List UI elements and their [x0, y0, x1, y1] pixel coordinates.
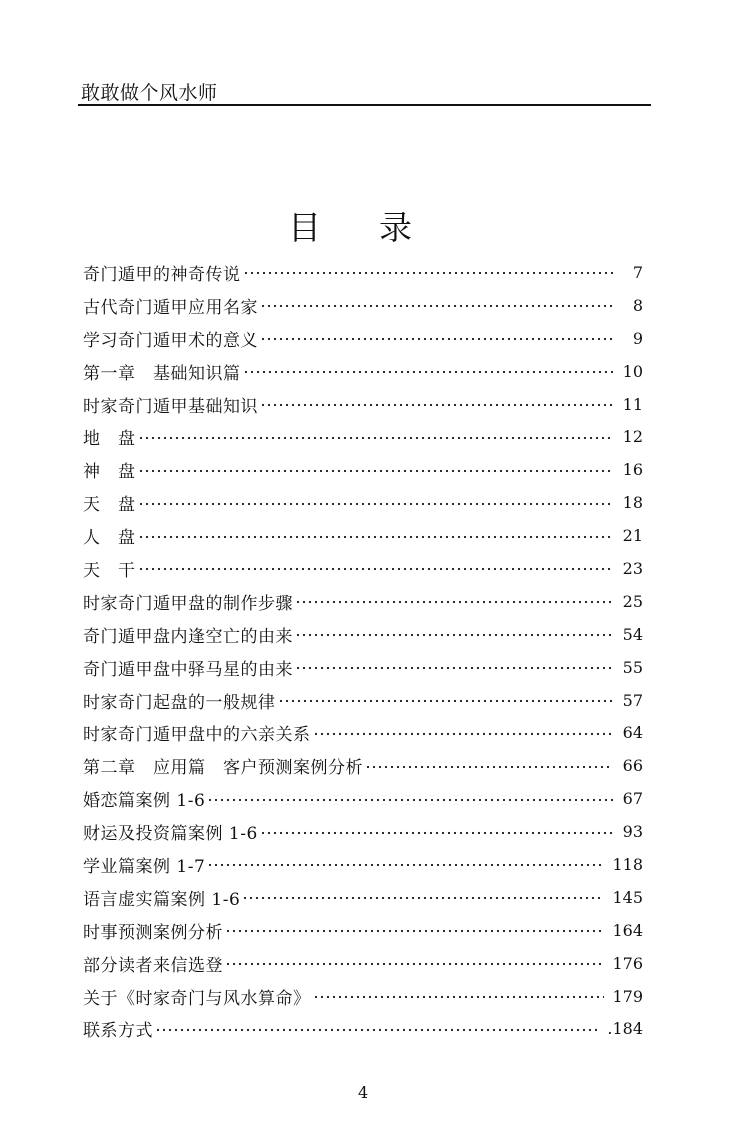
- toc-dot-leader: [243, 268, 614, 278]
- toc-entry-label: 时事预测案例分析: [83, 922, 223, 943]
- toc-dot-leader: [260, 828, 613, 838]
- toc-entry-label: 人 盘: [83, 528, 136, 549]
- toc-entry[interactable]: [83, 980, 643, 1013]
- toc-dot-leader: [207, 860, 604, 870]
- page-number: 4: [358, 1083, 369, 1102]
- toc-dot-leader: [295, 630, 613, 640]
- toc-dot-leader: [138, 532, 614, 542]
- toc-dot-leader: [260, 334, 613, 344]
- toc-entry-label: 部分读者来信选登: [83, 955, 223, 976]
- toc-dot-leader: [278, 696, 614, 706]
- toc-entry-label: 学业篇案例 1-7: [83, 856, 206, 877]
- toc-entry-label: 时家奇门遁甲盘的制作步骤: [83, 593, 293, 614]
- toc-entry[interactable]: [83, 585, 643, 618]
- toc-entry-page: 93: [622, 822, 643, 842]
- toc-dot-leader: [260, 400, 613, 410]
- toc-entry-label: 天 干: [83, 560, 136, 581]
- toc-dot-leader: [138, 564, 614, 574]
- toc-entry-label: 时家奇门遁甲盘中的六亲关系: [83, 725, 311, 746]
- toc-entry-page: 64: [622, 723, 643, 743]
- toc-entry-label: 地 盘: [83, 429, 136, 450]
- toc-entry-page: 12: [622, 427, 643, 447]
- toc-entry[interactable]: [83, 420, 643, 453]
- toc-entry[interactable]: [83, 881, 643, 914]
- toc-entry-label: 婚恋篇案例 1-6: [83, 791, 206, 812]
- toc-entry-label: 第一章 基础知识篇: [83, 363, 241, 384]
- toc-entry-label: 财运及投资篇案例 1-6: [83, 824, 258, 845]
- toc-entry[interactable]: [83, 453, 643, 486]
- toc-entry-label: 第二章 应用篇 客户预测案例分析: [83, 758, 363, 779]
- toc-entry-label: 联系方式: [83, 1021, 153, 1042]
- toc-entry[interactable]: [83, 815, 643, 848]
- toc-entry-page: 23: [622, 558, 643, 578]
- toc-entry-label: 奇门遁甲盘中驿马星的由来: [83, 659, 293, 680]
- toc-entry-page: 11: [622, 394, 643, 414]
- toc-entry-label: 天 盘: [83, 495, 136, 516]
- toc-dot-leader: [260, 301, 613, 311]
- toc-entry-label: 奇门遁甲盘内逢空亡的由来: [83, 626, 293, 647]
- toc-dot-leader: [242, 893, 604, 903]
- toc-entry[interactable]: [83, 782, 643, 815]
- toc-entry[interactable]: [83, 684, 643, 717]
- toc-entry-label: 古代奇门遁甲应用名家: [83, 297, 258, 318]
- toc-entry-page: 54: [622, 624, 643, 644]
- toc-entry[interactable]: [83, 256, 643, 289]
- toc-entry-page: 7: [632, 262, 643, 282]
- toc-entry[interactable]: [83, 651, 643, 684]
- toc-entry[interactable]: [83, 289, 643, 322]
- toc-entry-page: 179: [612, 986, 643, 1006]
- toc-title-left-char: 目: [288, 208, 321, 247]
- toc-entry-label: 时家奇门遁甲基础知识: [83, 396, 258, 417]
- toc-dot-leader: [365, 762, 613, 772]
- toc-entry[interactable]: [83, 355, 643, 388]
- toc-entry[interactable]: [83, 388, 643, 421]
- toc-entry-page: 55: [622, 657, 643, 677]
- toc-entry[interactable]: [83, 947, 643, 980]
- toc-dot-leader: [138, 466, 614, 476]
- toc-entry[interactable]: [83, 914, 643, 947]
- toc-entry-label: 神 盘: [83, 462, 136, 483]
- toc-dot-leader: [295, 663, 613, 673]
- toc-entry-label: 奇门遁甲的神奇传说: [83, 264, 241, 285]
- toc-dot-leader: [138, 499, 614, 509]
- toc-entry[interactable]: [83, 618, 643, 651]
- toc-entry[interactable]: [83, 749, 643, 782]
- toc-entry-page: 176: [612, 953, 643, 973]
- toc-entry[interactable]: [83, 519, 643, 552]
- toc-entry-page: 67: [622, 789, 643, 809]
- toc-entry-page: 8: [632, 295, 643, 315]
- toc-entry[interactable]: [83, 1012, 643, 1045]
- toc-entry-page: 18: [622, 493, 643, 513]
- toc-dot-leader: [138, 433, 614, 443]
- toc-entry-page: 145: [612, 887, 643, 907]
- toc-entry-page: .184: [607, 1019, 643, 1039]
- toc-dot-leader: [295, 597, 613, 607]
- toc-entry-page: 57: [622, 690, 643, 710]
- toc-entry-page: 9: [632, 328, 643, 348]
- toc-entry-page: 118: [612, 854, 643, 874]
- toc-entry-page: 66: [622, 756, 643, 776]
- toc-dot-leader: [207, 795, 613, 805]
- toc-entry[interactable]: [83, 552, 643, 585]
- toc-dot-leader: [313, 992, 605, 1002]
- toc-dot-leader: [225, 959, 604, 969]
- toc-entry-label: 关于《时家奇门与风水算命》: [83, 988, 311, 1009]
- toc-list: [83, 256, 643, 1045]
- toc-dot-leader: [313, 729, 614, 739]
- toc-dot-leader: [155, 1025, 599, 1035]
- toc-entry[interactable]: [83, 716, 643, 749]
- toc-title-right-char: 录: [379, 208, 412, 247]
- toc-entry[interactable]: [83, 848, 643, 881]
- toc-dot-leader: [243, 367, 614, 377]
- toc-entry-page: 21: [622, 526, 643, 546]
- toc-entry[interactable]: [83, 486, 643, 519]
- toc-entry-label: 语言虚实篇案例 1-6: [83, 889, 241, 910]
- toc-entry[interactable]: [83, 322, 643, 355]
- toc-entry-label: 时家奇门起盘的一般规律: [83, 692, 276, 713]
- toc-entry-page: 164: [612, 920, 643, 940]
- toc-title: [288, 202, 412, 249]
- toc-entry-page: 16: [622, 460, 643, 480]
- toc-dot-leader: [225, 926, 604, 936]
- header-rule: [78, 104, 651, 106]
- running-header-title: 敢敢做个风水师: [81, 82, 218, 104]
- toc-entry-label: 学习奇门遁甲术的意义: [83, 330, 258, 351]
- toc-entry-page: 10: [622, 361, 643, 381]
- toc-entry-page: 25: [622, 591, 643, 611]
